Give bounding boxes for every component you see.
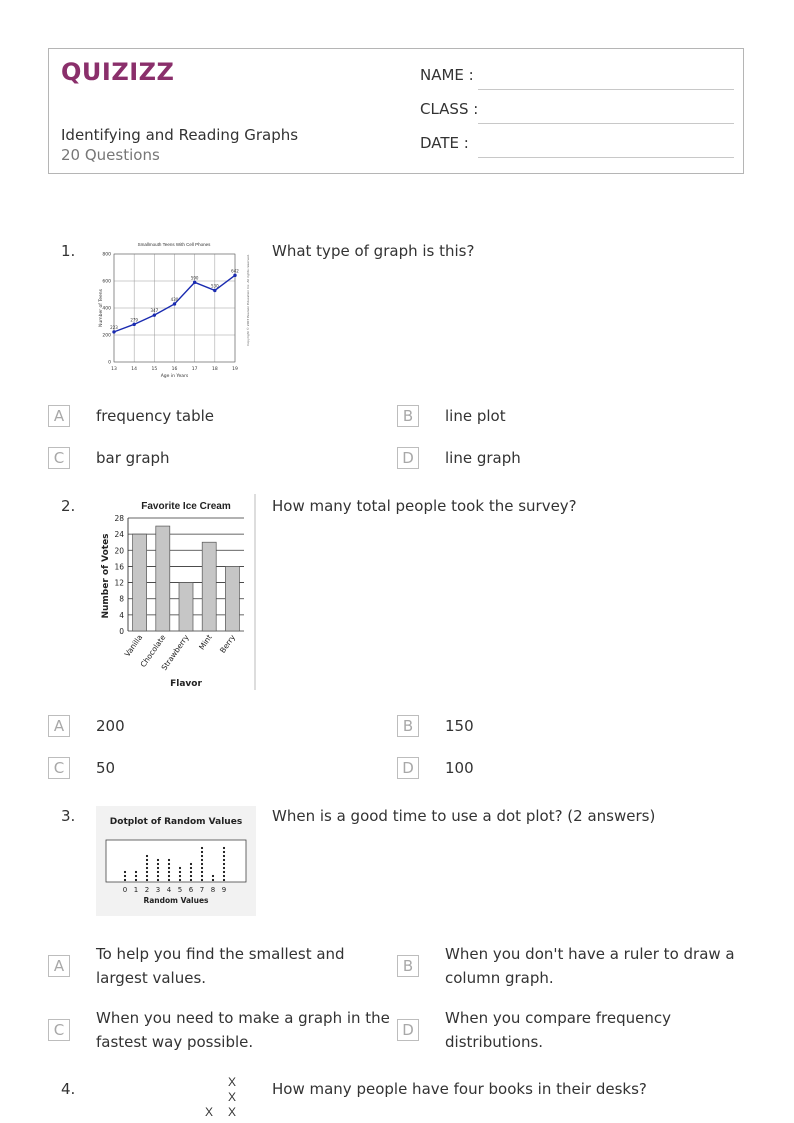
data-point [112, 330, 115, 333]
option-box-b[interactable]: B [397, 715, 419, 737]
data-dot [168, 871, 170, 873]
point-label: 223 [110, 324, 118, 330]
data-dot [223, 851, 225, 853]
data-dot [135, 875, 137, 877]
y-tick-label: 200 [102, 333, 111, 339]
data-dot [124, 875, 126, 877]
x-tick-label: Strawberry [159, 632, 191, 673]
class-line[interactable] [478, 123, 734, 124]
quizizz-logo: QUIZIZZ [61, 58, 175, 86]
data-dot [201, 851, 203, 853]
x-tick-label: 3 [155, 886, 161, 894]
worksheet-header [48, 48, 744, 174]
option-text[interactable]: 50 [96, 759, 116, 777]
x-mark: X [227, 1105, 237, 1119]
y-axis-label: Number of Votes [101, 533, 111, 619]
x-tick-label: 16 [171, 367, 178, 372]
y-tick-label: 0 [108, 360, 111, 366]
copyright-note: Copyright © 2007 Pearson Education Inc. All rights reserved. [246, 254, 250, 346]
data-dot [157, 867, 159, 869]
y-tick-label: 28 [114, 514, 124, 523]
data-point [213, 289, 216, 292]
y-tick-label: 16 [114, 562, 124, 572]
question-number: 4. [61, 1080, 76, 1098]
chart-title: Smallmouth Teens With Cell Phones [137, 242, 211, 247]
bar [133, 534, 147, 631]
data-dot [201, 867, 203, 869]
y-tick-label: 24 [114, 530, 124, 540]
question-number: 2. [61, 497, 76, 515]
date-field[interactable] [420, 134, 734, 158]
option-box-c[interactable]: C [48, 1019, 70, 1041]
data-dot [223, 855, 225, 857]
option-text[interactable]: When you need to make a graph in the fastest way possible. [96, 1009, 390, 1051]
data-dot [146, 859, 148, 861]
y-tick-label: 0 [119, 627, 124, 636]
question-text: How many total people took the survey? [272, 497, 577, 515]
data-dot [157, 875, 159, 877]
option-box-d[interactable]: D [397, 447, 419, 469]
data-dot [168, 879, 170, 881]
x-mark: X [227, 1090, 237, 1104]
data-dot [201, 863, 203, 865]
x-tick-label: 0 [122, 886, 128, 894]
data-dot [201, 871, 203, 873]
x-tick-label: Berry [218, 632, 238, 655]
data-dot [146, 871, 148, 873]
data-dot [168, 875, 170, 877]
data-dot [190, 871, 192, 873]
date-label: DATE : [420, 134, 469, 152]
x-tick-label: 18 [211, 367, 218, 372]
option-text[interactable]: To help you find the smallest and largest values. [96, 945, 345, 987]
question-number: 3. [61, 807, 76, 825]
point-label: 279 [130, 317, 138, 323]
option-box-c[interactable]: C [48, 757, 70, 779]
data-dot [157, 863, 159, 865]
date-line[interactable] [478, 157, 734, 158]
question-text: What type of graph is this? [272, 242, 475, 260]
x-tick-label: 8 [210, 886, 216, 894]
data-dot [146, 855, 148, 857]
x-axis-label: Flavor [170, 679, 202, 689]
data-dot [124, 879, 126, 881]
data-dot [124, 871, 126, 873]
x-tick-label: 7 [199, 886, 205, 894]
option-box-d[interactable]: D [397, 757, 419, 779]
x-tick-label: 14 [131, 367, 138, 372]
y-tick-label: 800 [102, 252, 111, 258]
option-text[interactable]: frequency table [96, 407, 214, 425]
x-tick-label: Chocolate [138, 632, 168, 669]
class-label: CLASS : [420, 100, 479, 118]
question-text: When is a good time to use a dot plot? (2 answers) [272, 807, 656, 825]
data-point [153, 313, 156, 316]
data-dot [135, 879, 137, 881]
data-dot [223, 847, 225, 849]
data-dot [212, 879, 214, 881]
x-plot-image [96, 1074, 256, 1123]
worksheet-title: Identifying and Reading Graphs [61, 126, 299, 144]
data-dot [179, 871, 181, 873]
y-tick-label: 600 [102, 279, 111, 285]
x-tick-label: 2 [144, 886, 150, 894]
data-dot [223, 879, 225, 881]
y-tick-label: 12 [114, 578, 124, 588]
data-dot [168, 863, 170, 865]
question-count: 20 Questions [61, 146, 160, 164]
option-text[interactable]: When you compare frequency distributions. [445, 1009, 671, 1051]
data-dot [179, 867, 181, 869]
option-box-b[interactable]: B [397, 955, 419, 977]
x-axis-label: Random Values [143, 896, 209, 905]
data-dot [157, 879, 159, 881]
x-tick-label: Mint [197, 632, 214, 652]
data-dot [179, 879, 181, 881]
option-text[interactable]: 200 [96, 717, 125, 735]
x-tick-label: Vanilla [122, 632, 145, 659]
x-tick-label: 1 [133, 886, 139, 894]
y-tick-label: 20 [114, 546, 124, 556]
option-box-c[interactable]: C [48, 447, 70, 469]
question-number: 1. [61, 242, 76, 260]
y-tick-label: 4 [119, 610, 124, 620]
x-mark: X [204, 1105, 214, 1119]
line-graph-image [96, 240, 258, 380]
data-dot [223, 871, 225, 873]
data-dot [168, 867, 170, 869]
data-dot [201, 875, 203, 877]
bar [225, 566, 239, 631]
data-dot [146, 863, 148, 865]
data-dot [201, 859, 203, 861]
data-point [193, 281, 196, 284]
data-dot [212, 875, 214, 877]
option-text[interactable]: bar graph [96, 449, 170, 467]
data-point [173, 302, 176, 305]
option-text[interactable]: line plot [445, 407, 506, 425]
y-axis-label: Number of Teens [99, 289, 104, 327]
chart-title: Favorite Ice Cream [141, 501, 231, 512]
data-dot [135, 871, 137, 873]
data-dot [223, 859, 225, 861]
x-tick-label: 17 [191, 367, 198, 372]
x-tick-label: 4 [166, 886, 172, 894]
class-field[interactable] [420, 100, 734, 124]
data-dot [223, 863, 225, 865]
option-text[interactable]: When you don't have a ruler to draw a column graph. [445, 945, 735, 987]
data-dot [146, 867, 148, 869]
data-dot [179, 875, 181, 877]
option-box-a[interactable]: A [48, 715, 70, 737]
bar [156, 526, 170, 631]
option-box-d[interactable]: D [397, 1019, 419, 1041]
option-text[interactable]: 150 [445, 717, 474, 735]
data-dot [201, 847, 203, 849]
x-tick-label: 9 [221, 886, 227, 894]
data-point [233, 274, 236, 277]
data-dot [190, 879, 192, 881]
name-label: NAME : [420, 66, 474, 84]
name-field[interactable] [420, 66, 734, 90]
data-dot [146, 875, 148, 877]
option-text[interactable]: 100 [445, 759, 474, 777]
data-dot [223, 875, 225, 877]
data-dot [201, 855, 203, 857]
y-tick-label: 400 [102, 306, 111, 312]
data-dot [201, 879, 203, 881]
data-dot [190, 863, 192, 865]
bar [202, 542, 216, 631]
bar-graph-image [96, 494, 258, 692]
data-dot [190, 875, 192, 877]
x-axis-label: Age in Years [160, 374, 189, 379]
point-label: 347 [150, 308, 159, 314]
chart-title: Dotplot of Random Values [109, 817, 243, 827]
point-label: 530 [211, 283, 219, 289]
point-label: 642 [231, 268, 239, 274]
data-dot [157, 859, 159, 861]
data-dot [146, 879, 148, 881]
data-dot [157, 871, 159, 873]
option-box-a[interactable]: A [48, 955, 70, 977]
option-box-b[interactable]: B [397, 405, 419, 427]
bar [179, 583, 193, 631]
name-line[interactable] [478, 89, 734, 90]
x-tick-label: 13 [111, 367, 117, 372]
data-dot [223, 867, 225, 869]
x-mark: X [227, 1075, 237, 1089]
point-label: 430 [170, 296, 179, 302]
y-tick-label: 8 [119, 594, 124, 604]
question-text: How many people have four books in their desks? [272, 1080, 647, 1098]
option-text[interactable]: line graph [445, 449, 521, 467]
x-tick-label: 5 [177, 886, 183, 894]
x-tick-label: 15 [151, 367, 158, 372]
data-dot [168, 859, 170, 861]
x-tick-label: 6 [188, 886, 194, 894]
data-point [132, 323, 135, 326]
x-tick-label: 19 [232, 367, 238, 372]
data-dot [190, 867, 192, 869]
dot-plot-image [96, 806, 256, 916]
point-label: 590 [190, 275, 199, 281]
option-box-a[interactable]: A [48, 405, 70, 427]
